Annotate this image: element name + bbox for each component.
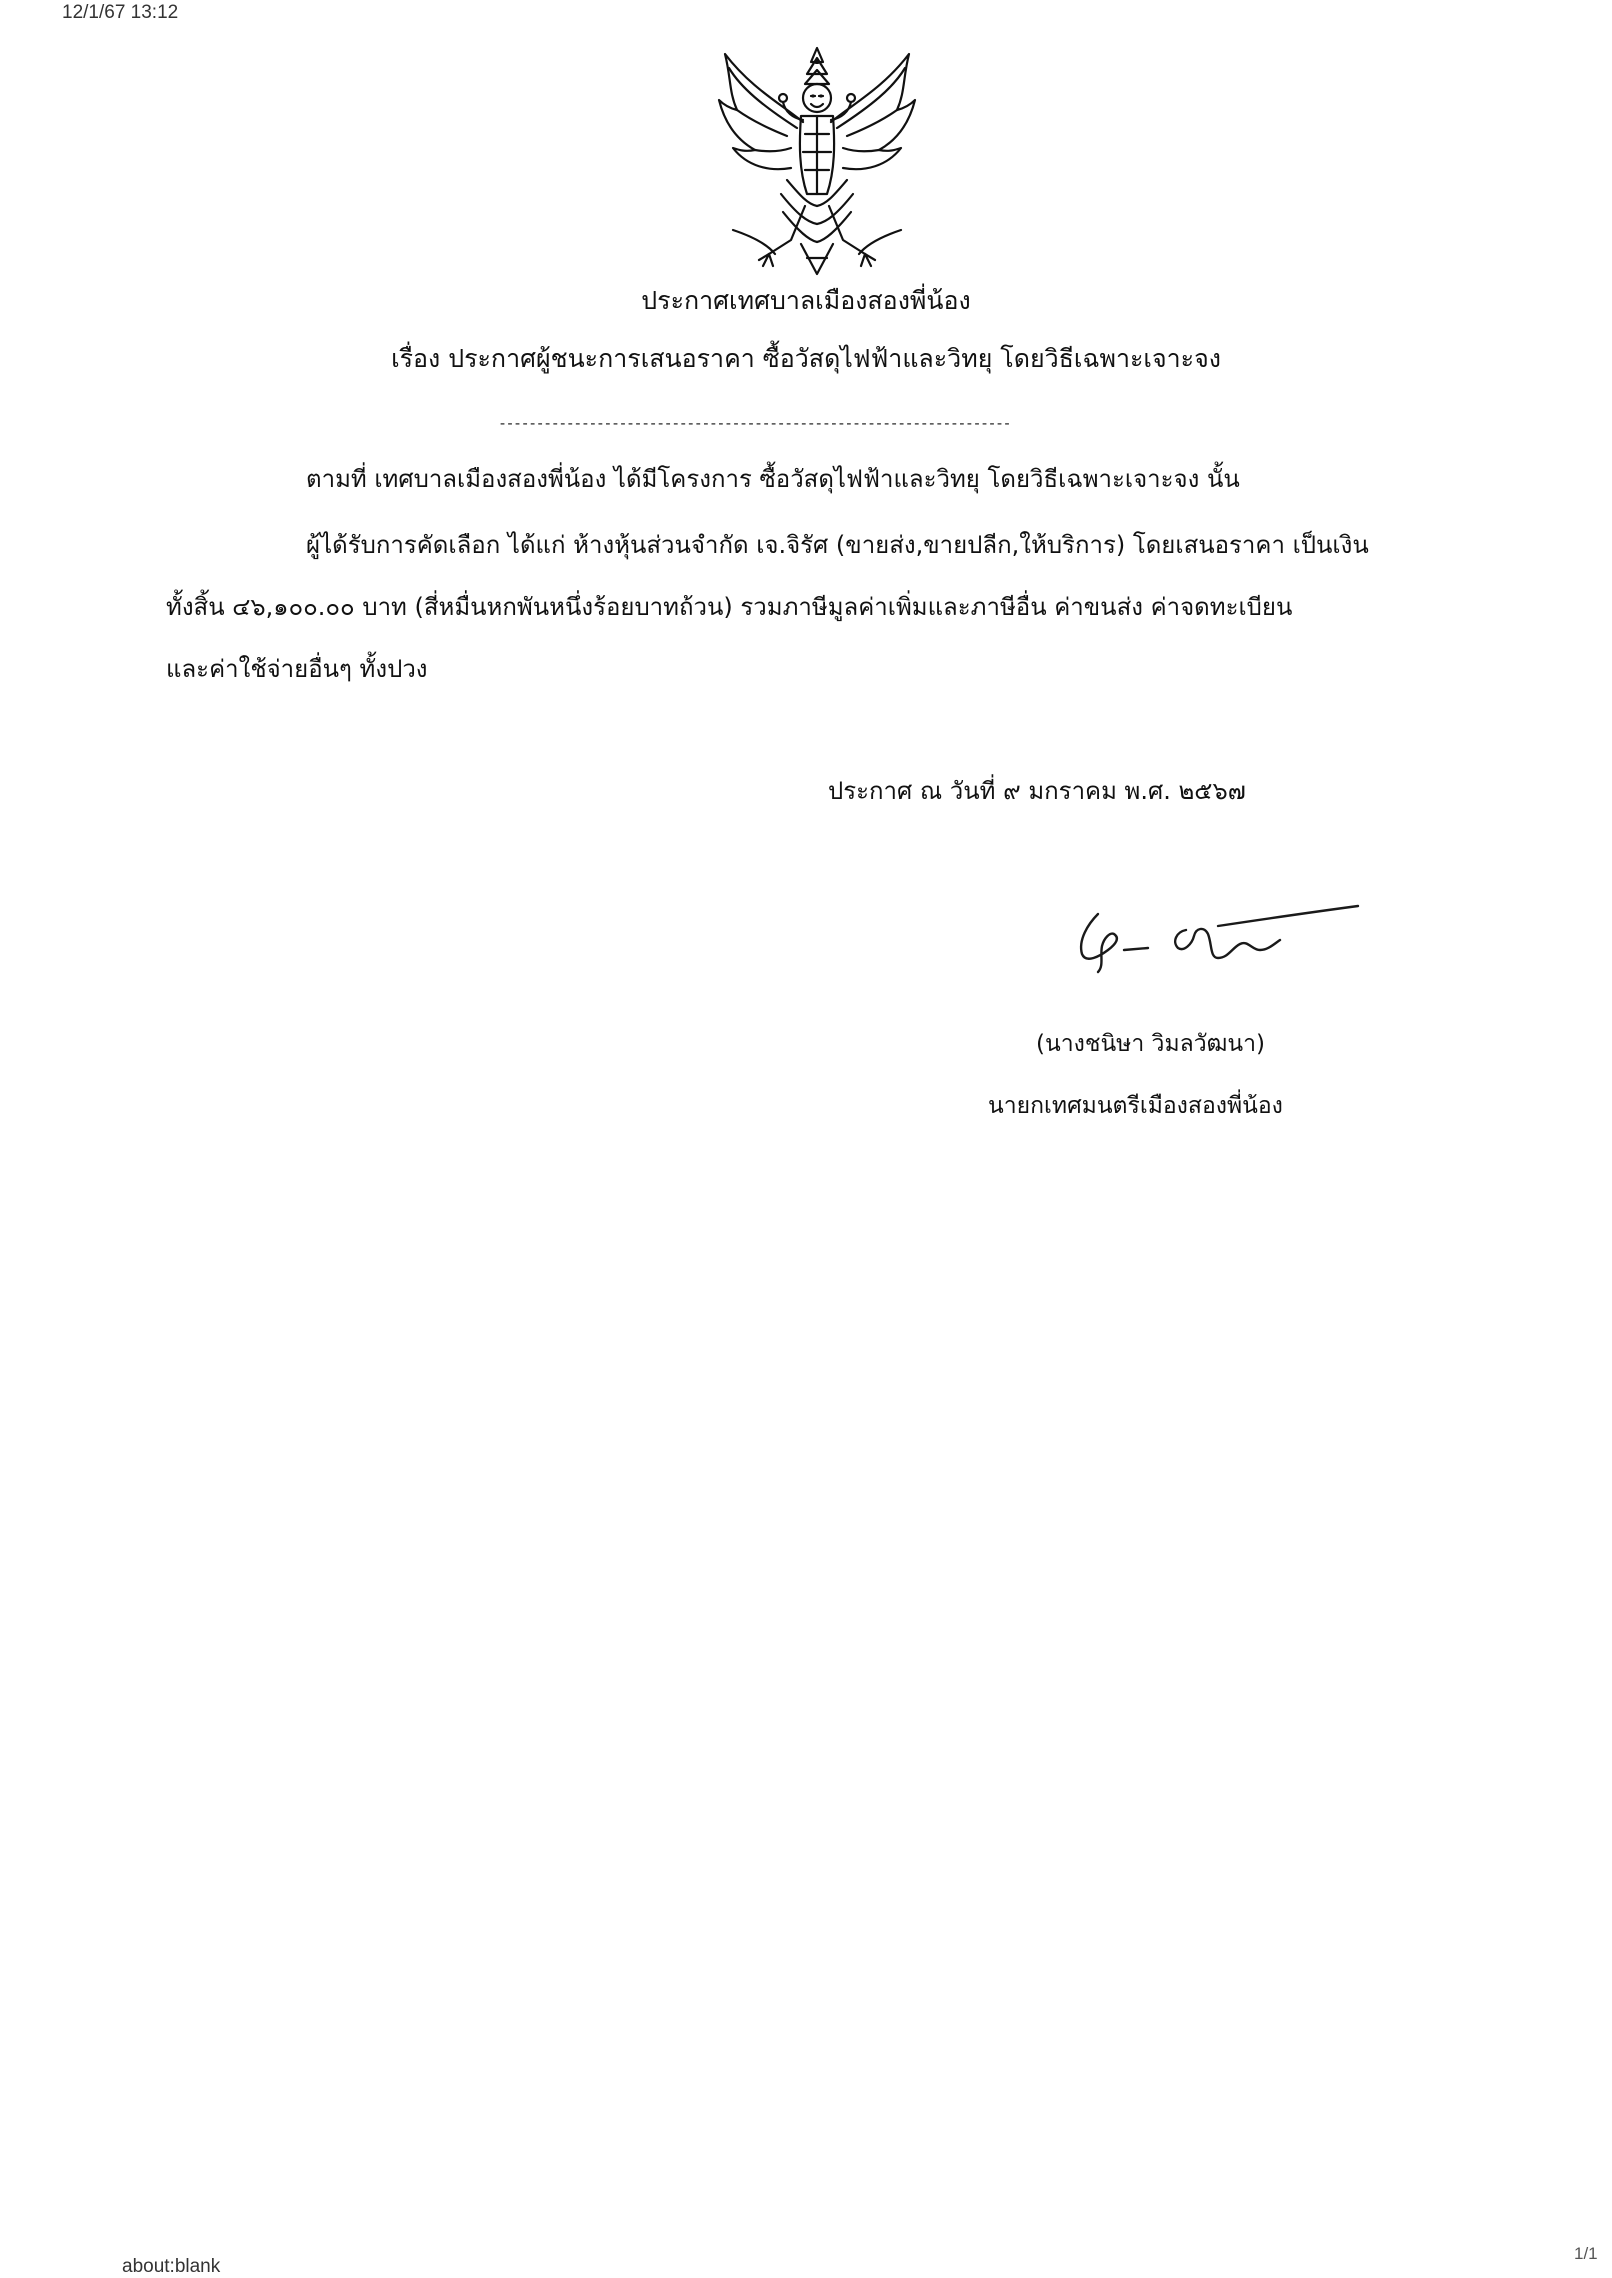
print-footer-url: about:blank [122,2256,221,2277]
body-line-3: ทั้งสิ้น ๔๖,๑๐๐.๐๐ บาท (สี่หมื่นหกพันหนึ่งร้อยบาทถ้วน) รวมภาษีมูลค่าเพิ่มและภาษีอื่น ค่าขนส่ง ค่าจดทะเบียน [166,593,1293,621]
announcement-subject: เรื่อง ประกาศผู้ชนะการเสนอราคา ซื้อวัสดุไฟฟ้าและวิทยุ โดยวิธีเฉพาะเจาะจง [391,344,1221,373]
signer-position: นายกเทศมนตรีเมืองสองพี่น้อง [988,1093,1283,1119]
section-divider: -------------------------------------------------------------------- [498,414,1011,432]
print-footer-page-number: 1/1 [1574,2244,1598,2263]
garuda-emblem-icon [711,44,923,276]
body-line-1: ตามที่ เทศบาลเมืองสองพี่น้อง ได้มีโครงการ ซื้อวัสดุไฟฟ้าและวิทยุ โดยวิธีเฉพาะเจาะจง นั้น [306,465,1240,493]
body-line-4: และค่าใช้จ่ายอื่นๆ ทั้งปวง [166,655,428,683]
announcement-title: ประกาศเทศบาลเมืองสองพี่น้อง [641,286,971,315]
signature-icon [1068,892,1368,982]
print-timestamp: 12/1/67 13:12 [62,2,179,23]
signer-name: (นางชนิษา วิมลวัฒนา) [1036,1031,1266,1057]
body-line-2: ผู้ได้รับการคัดเลือก ได้แก่ ห้างหุ้นส่วนจำกัด เจ.จิรัศ (ขายส่ง,ขายปลีก,ให้บริการ) โดยเสนอราคา เป็นเงิน [306,531,1369,559]
announcement-date: ประกาศ ณ วันที่ ๙ มกราคม พ.ศ. ๒๕๖๗ [828,777,1246,805]
